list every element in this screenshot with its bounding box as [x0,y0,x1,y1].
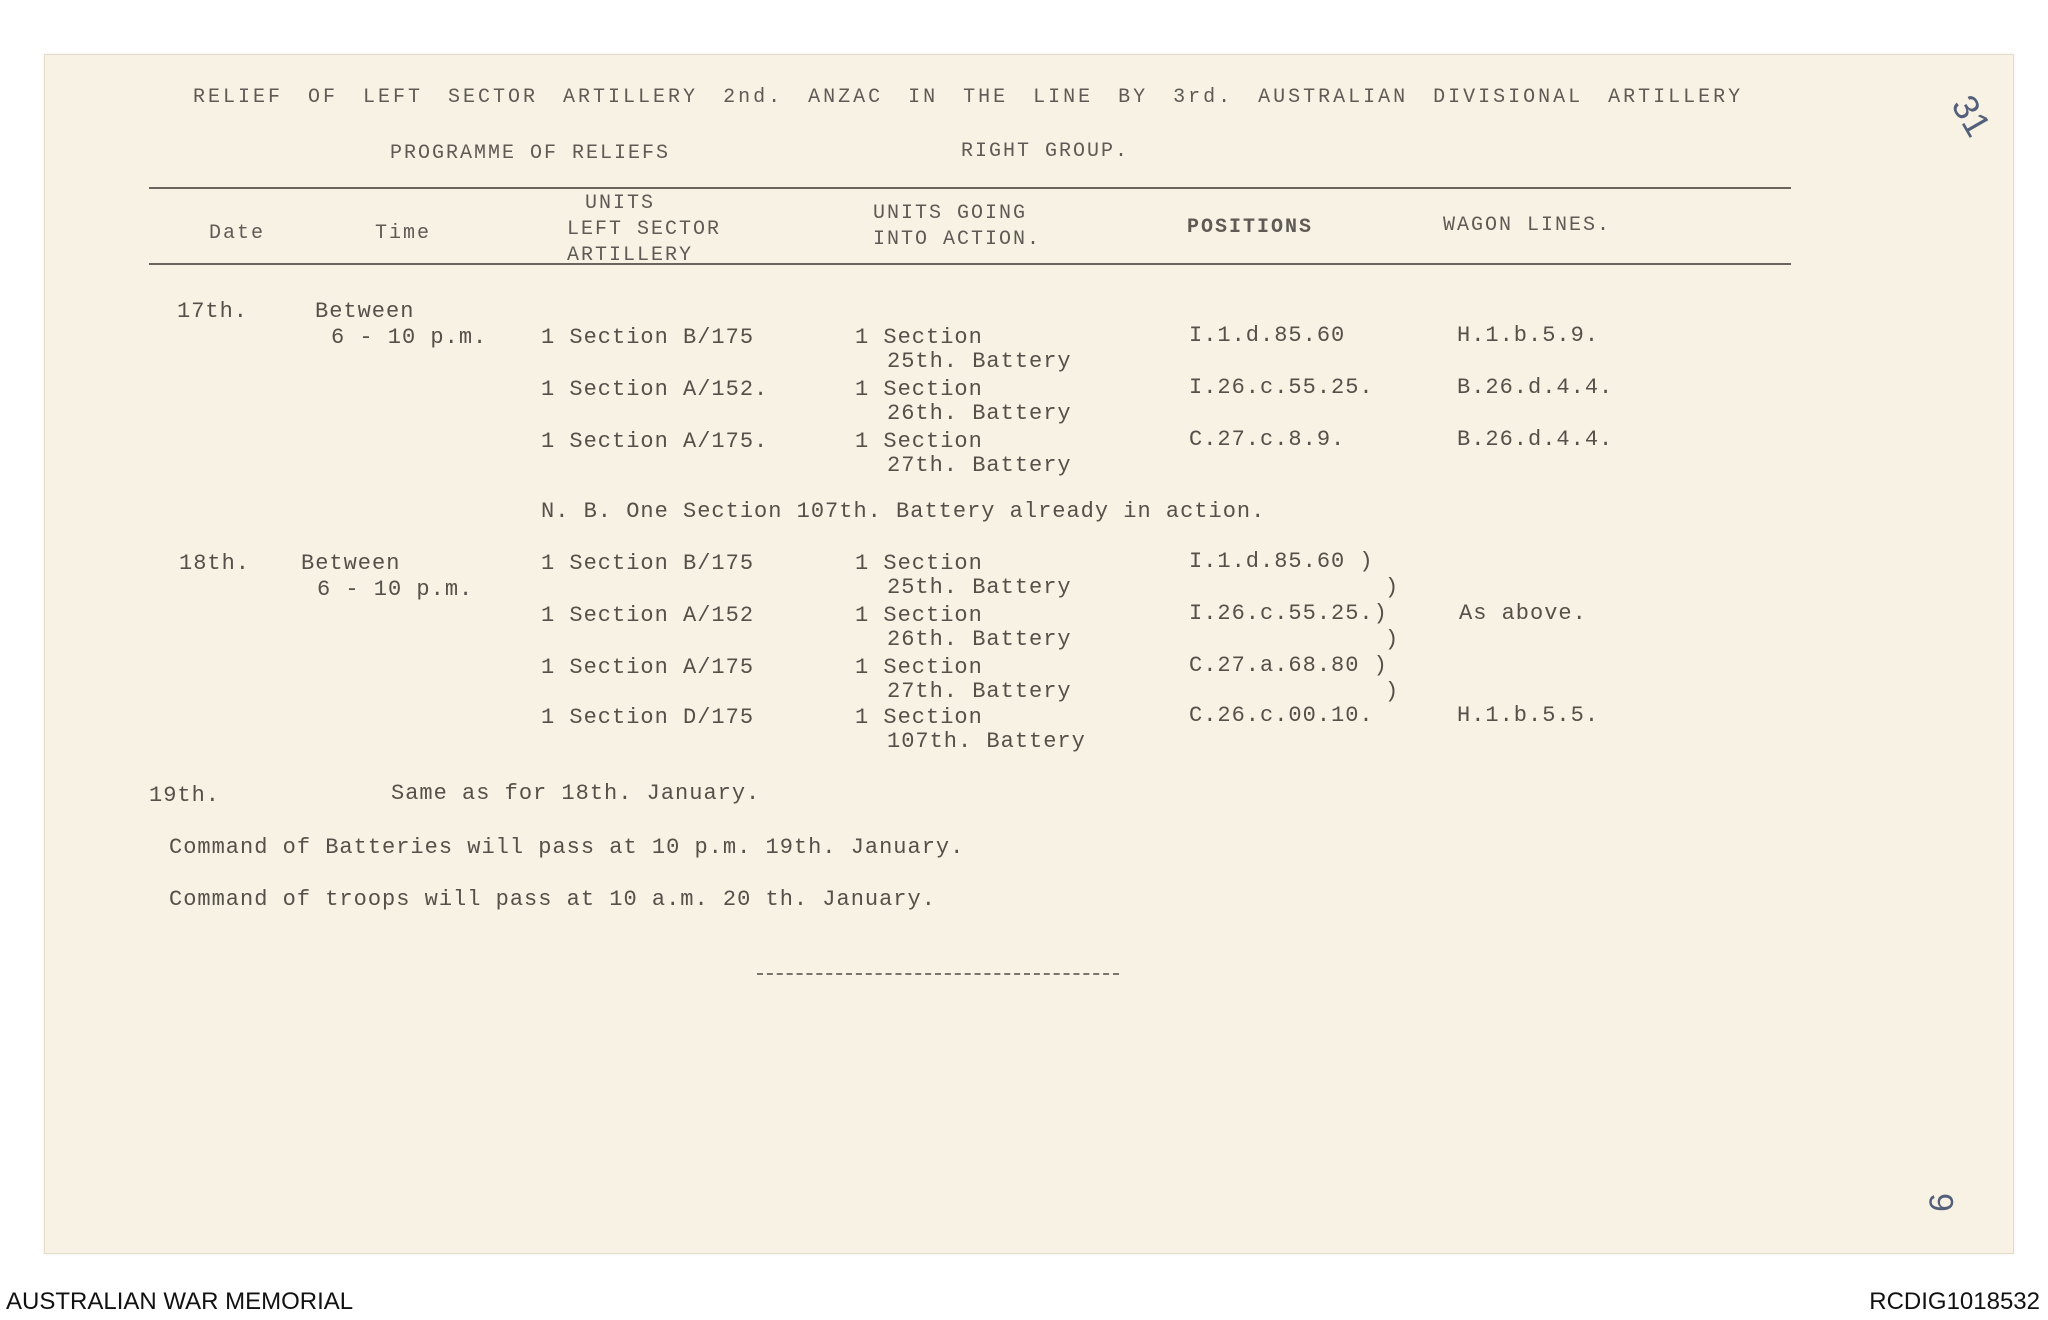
footer-right: RCDIG1018532 [1869,1288,2040,1315]
folio-number-bottom: 6 [1922,1193,1961,1212]
time-18th-line2: 6 - 10 p.m. [317,577,474,602]
position-17-1: I.1.d.85.60 [1189,323,1346,348]
date-19th: 19th. [149,783,221,808]
footer-left: AUSTRALIAN WAR MEMORIAL [6,1288,354,1315]
date-17th: 17th. [177,299,249,324]
command-batteries: Command of Batteries will pass at 10 p.m. 19th. January. [169,835,965,860]
header-wagon-lines: WAGON LINES. [1443,214,1612,237]
wagon-18-4: H.1.b.5.5. [1457,703,1600,728]
going-18-1-b: 25th. Battery [887,575,1072,600]
going-17-1-a: 1 Section [855,325,983,350]
closing-dashed-rule [757,973,1119,975]
wagon-18-grouped: As above. [1459,601,1587,626]
going-18-4-a: 1 Section [855,705,983,730]
document-subtitle-left: PROGRAMME OF RELIEFS [390,142,671,165]
document-title: RELIEF OF LEFT SECTOR ARTILLERY 2nd. ANZAC IN THE LINE BY 3rd. AUSTRALIAN DIVISIONAL ARTILLERY [193,86,1744,109]
header-time: Time [375,222,432,245]
unit-18-4: 1 Section D/175 [541,705,755,730]
text-19th: Same as for 18th. January. [391,781,761,806]
time-17th-line1: Between [315,299,415,324]
position-17-3: C.27.c.8.9. [1189,427,1346,452]
date-18th: 18th. [179,551,251,576]
wagon-17-2: B.26.d.4.4. [1457,375,1614,400]
unit-17-3: 1 Section A/175. [541,429,769,454]
going-18-2-a: 1 Section [855,603,983,628]
header-units-left-3: ARTILLERY [567,244,694,267]
header-positions: POSITIONS [1187,216,1314,239]
header-date: Date [209,222,266,245]
unit-17-2: 1 Section A/152. [541,377,769,402]
position-18-1: I.1.d.85.60 ) [1189,549,1374,574]
going-18-1-a: 1 Section [855,551,983,576]
position-18-4: C.26.c.00.10. [1189,703,1374,728]
unit-17-1: 1 Section B/175 [541,325,755,350]
folio-number-top: 31 [1943,88,2000,144]
going-18-2-b: 26th. Battery [887,627,1072,652]
document-page [44,54,2014,1254]
header-units-left-2: LEFT SECTOR [567,218,722,241]
header-units-going-1: UNITS GOING [873,202,1028,225]
unit-18-3: 1 Section A/175 [541,655,755,680]
going-17-3-a: 1 Section [855,429,983,454]
time-17th-line2: 6 - 10 p.m. [331,325,488,350]
header-units-left-1: UNITS [585,192,656,215]
wagon-17-1: H.1.b.5.9. [1457,323,1600,348]
command-troops: Command of troops will pass at 10 a.m. 20 th. January. [169,887,936,912]
position-17-2: I.26.c.55.25. [1189,375,1374,400]
wagon-17-3: B.26.d.4.4. [1457,427,1614,452]
going-18-3-a: 1 Section [855,655,983,680]
header-bottom-rule [149,263,1791,265]
header-units-going-2: INTO ACTION. [873,228,1042,251]
unit-18-1: 1 Section B/175 [541,551,755,576]
bracket-18-3: ) [1385,679,1400,704]
going-18-3-b: 27th. Battery [887,679,1072,704]
position-18-3: C.27.a.68.80 ) [1189,653,1388,678]
bracket-18-2: ) [1385,627,1400,652]
going-17-3-b: 27th. Battery [887,453,1072,478]
going-17-2-b: 26th. Battery [887,401,1072,426]
going-17-1-b: 25th. Battery [887,349,1072,374]
going-18-4-b: 107th. Battery [887,729,1086,754]
bracket-18-1: ) [1385,575,1400,600]
unit-18-2: 1 Section A/152 [541,603,755,628]
header-top-rule [149,187,1791,189]
going-17-2-a: 1 Section [855,377,983,402]
note-17th: N. B. One Section 107th. Battery already in action. [541,499,1266,524]
position-18-2: I.26.c.55.25.) [1189,601,1388,626]
document-subtitle-right: RIGHT GROUP. [961,140,1130,163]
time-18th-line1: Between [301,551,401,576]
